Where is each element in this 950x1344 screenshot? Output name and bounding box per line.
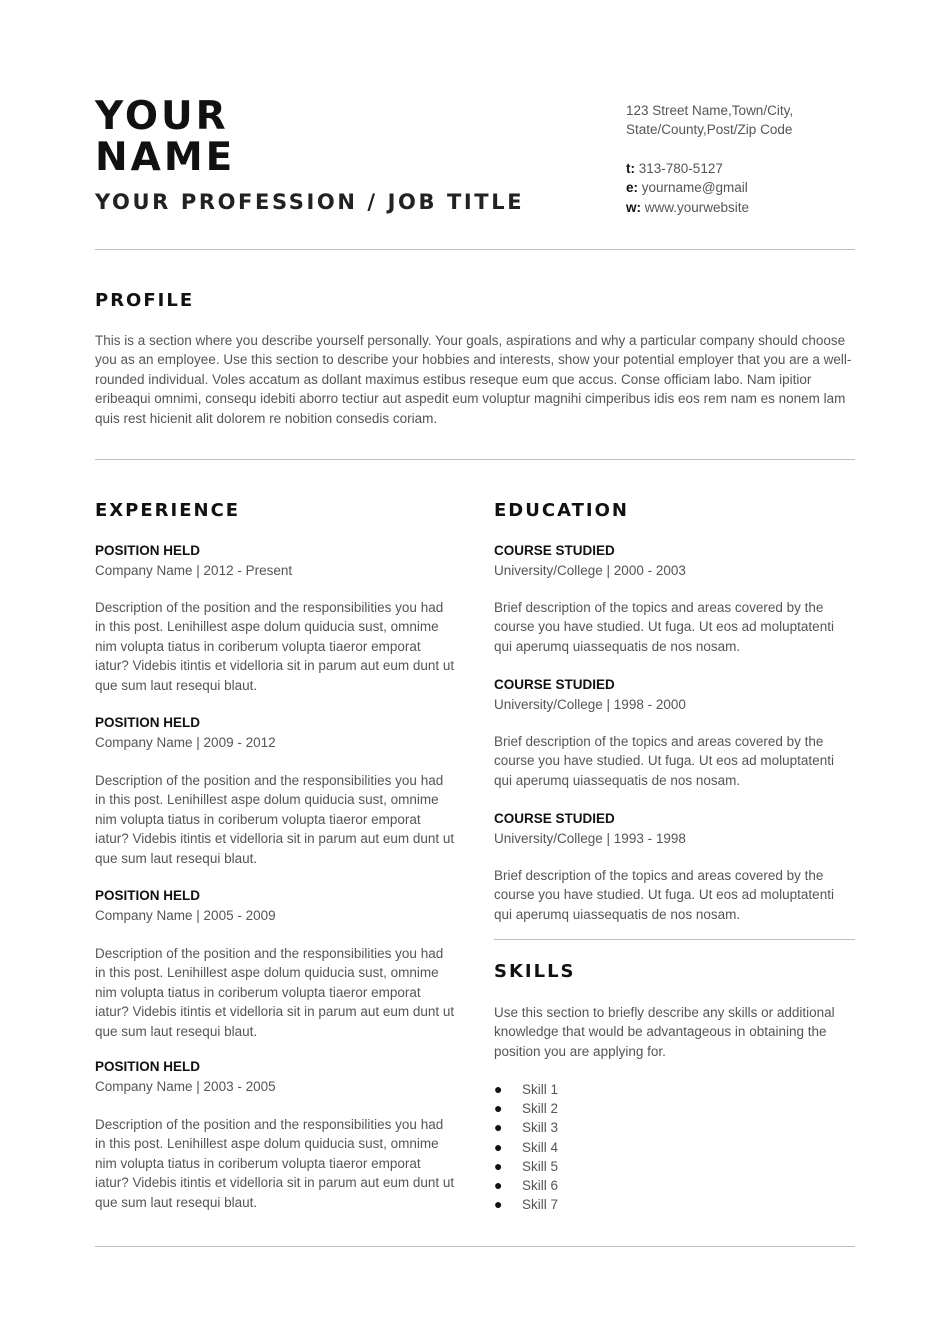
education-description: Brief description of the topics and areas covered by the course you have studied. Ut fuga. Ut eos ad moluptatenti qui aperumq uiassequatis de nos nosam. (494, 868, 834, 922)
experience-description: Description of the position and the responsibilities you had in this post. Lenihillest aspe dolum quiducia sust, omnime nim volupta tiatus in coriberum volupta tiaeror emporat iatur? Videbis itintis et videlloria sit in parum aut eum dunt ut que sum laut resequi blaut. (95, 1117, 455, 1210)
skill-item (494, 1176, 558, 1195)
education-description: Brief description of the topics and areas covered by the course you have studied. Ut fuga. Ut eos ad moluptatenti qui aperumq uiassequatis de nos nosam. (494, 600, 834, 654)
email-address: yourname@gmail (641, 180, 748, 196)
education-description: Brief description of the topics and areas covered by the course you have studied. Ut fuga. Ut eos ad moluptatenti qui aperumq uiassequatis de nos nosam. (494, 734, 834, 788)
profile-text: This is a section where you describe yourself personally. Your goals, aspirations and why a particular company should choose you as an employee. Use this section to describe your hobbies and interests, show your potential employer that you are a well-rounded individual. Voles accatum as dollant maximus estibus reseque eum que accus. Conse officiam labo. Nam ipitior eribeaqui omnimi, consequ idebiti aborro tectiur aut aspedit eum voluptur magnihi cimperibus idis eos rem nam es nonem lam quis rest hicienit alit dolorem re nobition consedis coriam. (95, 333, 852, 426)
experience-position: POSITION HELD (95, 1059, 201, 1074)
skills-intro: Use this section to briefly describe any skills or additional knowledge that would be advantageous in obtaining the position you are applying for. (494, 1005, 835, 1059)
candidate-name (95, 96, 235, 178)
header-divider (95, 249, 855, 250)
bullet-icon: ● (494, 1119, 503, 1136)
profile-divider (95, 459, 855, 460)
skill-label: Skill 6 (522, 1177, 559, 1193)
experience-description: Description of the position and the responsibilities you had in this post. Lenihillest aspe dolum quiducia sust, omnime nim volupta tiatus in coriberum volupta tiaeror emporat iatur? Videbis itintis et videlloria sit in parum aut eum dunt ut que sum laut resequi blaut. (95, 946, 455, 1039)
phone-label: t: (626, 160, 635, 176)
education-course: COURSE STUDIED (494, 811, 615, 826)
education-course: COURSE STUDIED (494, 677, 615, 692)
bullet-icon: ● (494, 1081, 503, 1097)
skill-label: Skill 2 (522, 1101, 559, 1117)
bullet-icon: ● (494, 1100, 503, 1117)
education-course: COURSE STUDIED (494, 543, 615, 558)
skills-heading: SKILLS (494, 961, 576, 982)
education-divider (494, 939, 855, 940)
profile-heading: PROFILE (95, 290, 195, 311)
website-url: www.yourwebsite (644, 199, 750, 215)
name-line-1: YOUR (95, 94, 229, 139)
address-line-2: State/County,Post/Zip Code (626, 122, 793, 138)
contact-block (626, 101, 793, 217)
name-line-2: NAME (95, 135, 236, 180)
skill-label: Skill 4 (522, 1139, 559, 1155)
skill-item (494, 1138, 558, 1157)
phone-number: 313-780-5127 (638, 160, 723, 176)
address-line-1: 123 Street Name,Town/City, (626, 103, 794, 118)
skills-list (494, 1080, 558, 1214)
skill-item (494, 1195, 558, 1214)
education-heading: EDUCATION (494, 500, 629, 521)
skill-label: Skill 3 (522, 1120, 559, 1136)
bullet-icon: ● (494, 1176, 503, 1193)
experience-position: POSITION HELD (95, 543, 201, 558)
phone-line (626, 159, 793, 178)
experience-heading: EXPERIENCE (95, 500, 241, 521)
skill-item (494, 1157, 558, 1176)
bullet-icon: ● (494, 1138, 503, 1155)
skill-item (494, 1080, 558, 1099)
experience-company: Company Name | 2005 - 2009 (95, 908, 276, 923)
website-line (626, 198, 793, 217)
skill-label: Skill 5 (522, 1158, 559, 1174)
bullet-icon: ● (494, 1157, 503, 1174)
skill-label: Skill 7 (522, 1197, 559, 1213)
education-institution: University/College | 1993 - 1998 (494, 831, 686, 846)
bullet-icon: ● (494, 1196, 503, 1213)
experience-company: Company Name | 2003 - 2005 (95, 1079, 276, 1094)
experience-company: Company Name | 2009 - 2012 (95, 735, 276, 750)
website-label: w: (626, 199, 641, 215)
education-institution: University/College | 2000 - 2003 (494, 563, 686, 578)
experience-position: POSITION HELD (95, 888, 201, 903)
education-institution: University/College | 1998 - 2000 (494, 697, 686, 712)
experience-position: POSITION HELD (95, 715, 201, 730)
experience-description: Description of the position and the responsibilities you had in this post. Lenihillest aspe dolum quiducia sust, omnime nim volupta tiatus in coriberum volupta tiaeror emporat iatur? Videbis itintis et videlloria sit in parum aut eum dunt ut que sum laut resequi blaut. (95, 600, 455, 693)
experience-company: Company Name | 2012 - Present (95, 563, 293, 578)
email-label: e: (626, 180, 639, 196)
skill-label: Skill 1 (522, 1082, 559, 1097)
skill-item (494, 1099, 558, 1118)
footer-divider (95, 1246, 855, 1247)
skill-item (494, 1118, 558, 1137)
experience-description: Description of the position and the responsibilities you had in this post. Lenihillest aspe dolum quiducia sust, omnime nim volupta tiatus in coriberum volupta tiaeror emporat iatur? Videbis itintis et videlloria sit in parum aut eum dunt ut que sum laut resequi blaut. (95, 773, 455, 866)
email-line (626, 178, 793, 197)
job-title: YOUR PROFESSION / JOB TITLE (95, 190, 525, 214)
